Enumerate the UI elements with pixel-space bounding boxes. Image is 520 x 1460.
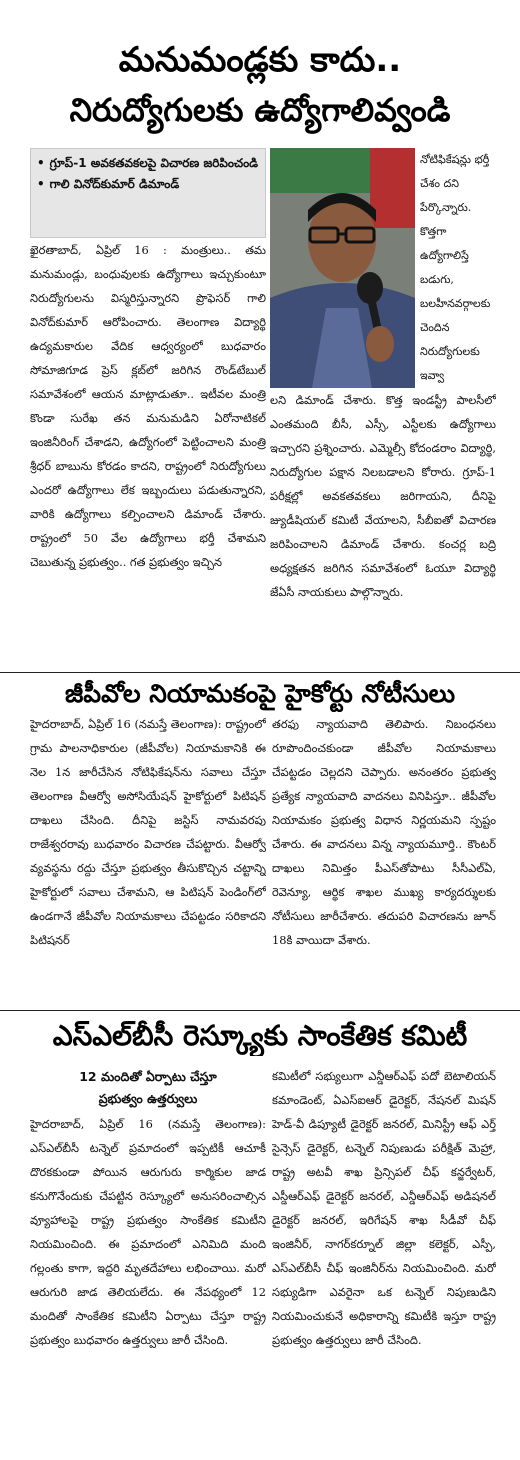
article2-column-right: తరఫు న్యాయవాది తెలిపారు. నిబంధనలు రూపొందించకుండా జీపీవోల నియామకాలు చేపట్టడం చెల్లదని చెప్పారు. అనంతరం ప్రభుత్వ ప్రత్యేక న్యాయవాది వాదనలు వినిపిస్తూ.. జీపీవోల నియామకం ప్రభుత్వ విధాన నిర్ణయమని స్పష్టం చేశారు. ఈ వాదనలు విన్న న్యాయమూర్తి.. కౌంటర్‌ దాఖలు నిమిత్తం పీఎస్‌తోపాటు సీసీఎల్‌ఏ, రెవెన్యూ, ఆర్థిక శాఖల ముఖ్య కార్యదర్శులకు నోటీసులు జారీచేశారు. తదుపరి విచారణను జూన్‌ 18కి వాయిదా వేశారు. — [272, 717, 496, 947]
article1-headline-line2: నిరుద్యోగులకు ఉద్యోగాలివ్వండి — [69, 91, 451, 129]
speaker-photo — [270, 148, 415, 388]
bullet-icon: • — [37, 177, 45, 191]
article1-column-left: ఖైరతాబాద్‌, ఏప్రిల్‌ 16 : మంత్రులు.. తమ మనుమండ్లు, బంధువులకు ఉద్యోగాలు ఇచ్చుకుంటూ నిరుద్యోగులను విస్మరిస్తున్నారని ప్రొఫెసర్‌ గాలి వినోద్‌కుమార్‌ ఆరోపించారు. తెలంగాణ విద్యార్థి ఉద్యమకారుల వేదిక ఆధ్వర్యంలో బుధవారం సోమాజిగూడ ప్రెస్‌ క్లబ్‌లో జరిగిన రౌండ్‌టేబుల్‌ సమావేశంలో ఆయన మాట్లాడుతూ.. ఇటీవల మంత్రి కొండా సురేఖ తన మనుమడిని ఏరోనాటికల్‌ ఇంజినీరింగ్‌ చేశాడని, ఉద్యోగంలో పెట్టించాలని మంత్రి శ్రీధర్‌ బాబును కోరడం కాదని, రాష్ట్రంలో నిరుద్యోగులు ఎందరో ఉద్యోగాలు లేక ఇబ్బందులు పడుతున్నారని, వారికి ఉద్యోగాలు కల్పించాలని డిమాండ్‌ చేశారు. రాష్ట్రంలో 50 వేల ఉద్యోగాలు భర్తీ చేశామని చెబుతున్న ప్రభుత్వం.. గత ప్రభుత్వం ఇచ్చిన — [30, 243, 266, 569]
article3-column-left: హైదరాబాద్‌, ఏప్రిల్‌ 16 (నమస్తే తెలంగాణ): ఎస్‌ఎల్‌బీసీ టన్నెల్‌ ప్రమాదంలో ఇప్పటికీ ఆచూకీ దొరకకుండా పోయిన ఆరుగురు కార్మికుల జాడ కనుగొనేందుకు చేపట్టిన రెస్క్యూలో అనుసరించాల్సిన వ్యూహాలపై రాష్ట్ర ప్రభుత్వం సాంకేతిక కమిటీని నియమించింది. ఈ ప్రమాదంలో ఎనిమిది మంది గల్లంతు కాగా, ఇద్దరి మృతదేహాలు లభించాయి. మరో ఆరుగురి జాడ తెలియలేదు. ఈ నేపథ్యంలో 12 మందితో సాంకేతిక కమిటీని ఏర్పాటు చేస్తూ రాష్ట్ర ప్రభుత్వం బుధవారం ఉత్తర్వులు జారీ చేసింది. — [30, 1117, 266, 1347]
article3-subheadline-line1: 12 మందితో ఏర్పాటు చేస్తూ — [79, 1069, 217, 1084]
section-divider — [0, 672, 520, 673]
section-divider — [0, 1010, 520, 1011]
bullet-icon: • — [37, 156, 45, 170]
article3-subheadline-line2: ప్రభుత్వం ఉత్తర్వులు — [98, 1091, 198, 1106]
article3-headline: ఎస్‌ఎల్‌బీసీ రెస్క్యూకు సాంకేతిక కమిటీ — [52, 1019, 468, 1052]
article1-column-beside-photo: నోటిఫికేషన్లు భర్తీ చేశం దని పేర్కొన్నారు. కొత్తగా ఉద్యోగాలిస్తే బడుగు, బలహీనవర్గాలకు చెందిన నిరుద్యోగులకు ఇవ్వా — [420, 153, 491, 382]
article2-column-left: హైదరాబాద్‌, ఏప్రిల్‌ 16 (నమస్తే తెలంగాణ): రాష్ట్రంలో గ్రామ పాలనాధికారుల (జీపీవోల) నియామకానికి ఈ నెల 1న జారీచేసిన నోటిఫికేషన్‌ను సవాలు చేస్తూ తెలంగాణ వీఆర్వో అసోసియేషన్‌ హైకోర్టులో పిటిషన్‌ దాఖలు చేసింది. దీనిపై జస్టిస్‌ నామవరపు రాజేశ్వరరావు బుధవారం విచారణ చేపట్టారు. వీఆర్వో వ్యవస్థను రద్దు చేస్తూ ప్రభుత్వం తీసుకొచ్చిన చట్టాన్ని హైకోర్టులో సవాలు చేశామని, ఆ పిటిషన్‌ పెండింగ్‌లో ఉండగానే జీపీవోల నియామకాలు చేపట్టడం సరికాదని పిటిషనర్‌ — [30, 717, 266, 947]
article2-headline: జీపీవోల నియామకంపై హైకోర్టు నోటీసులు — [65, 679, 455, 708]
article1-highlight-box — [30, 148, 266, 238]
article1-bullet: • గాలి వినోద్‌కుమార్‌ డిమాండ్‌ — [37, 174, 259, 195]
article1-bullet: • గ్రూప్‌-1 అవకతవకలపై విచారణ జరిపించండి — [37, 153, 259, 174]
article1-headline-line1: మనుమండ్లకు కాదు.. — [118, 40, 402, 80]
speaker-photo-image — [270, 148, 415, 388]
article3-column-right: కమిటీలో సభ్యులుగా ఎన్డీఆర్‌ఎఫ్‌ పదో బెటాలియన్‌ కమాండెంట్‌, ఏఎస్‌ఐఆర్‌ డైరెక్టర్‌, నేషనల్‌ మిషన్‌ హెడ్‌-వీ డిప్యూటీ డైరెక్టర్‌ జనరల్‌, మినిస్ట్రీ ఆఫ్‌ ఎర్త్‌ సైన్సెస్‌ డైరెక్టర్‌, టన్నెల్‌ నిపుణుడు పరీక్షిత్‌ మెహ్రా, రాష్ట్ర అటవీ శాఖ ప్రిన్సిపల్‌ చీఫ్‌ కన్జర్వేటర్‌, ఎస్డీఆర్‌ఎఫ్‌ డైరెక్టర్‌ జనరల్‌, ఎన్డీఆర్‌ఎఫ్‌ అడిషనల్‌ డైరెక్టర్‌ జనరల్‌, ఇరిగేషన్‌ శాఖ సీడీవో చీఫ్‌ ఇంజినీర్‌, నాగర్‌కర్నూల్‌ జిల్లా కలెక్టర్‌, ఎస్పీ, ఎస్‌ఎల్‌బీసీ చీఫ్‌ ఇంజినీర్‌ను నియమించింది. మరో సభ్యుడిగా ఎవరైనా ఒక టన్నెల్‌ నిపుణుడిని నియమించుకునే అధికారాన్ని కమిటీకి ఇస్తూ రాష్ట్ర ప్రభుత్వం ఉత్తర్వులు జారీ చేసింది. — [272, 1069, 496, 1347]
article1-column-right: లని డిమాండ్‌ చేశారు. కొత్త ఇండస్ట్రీ పాలసీలో ఎంతమంది బీసీ, ఎస్సీ, ఎస్టీలకు ఉద్యోగాలు ఇచ్చారని ప్రశ్నించారు. ఎమ్మెల్సీ కోదండరాం విద్యార్థి, నిరుద్యోగుల పక్షాన నిలబడాలని కోరారు. గ్రూప్‌-1 పరీక్షల్లో అవకతవకలు జరిగాయని, దీనిపై జ్యుడీషియల్‌ కమిటీ వేయాలని, సీబీఐతో విచారణ జరిపించాలని డిమాండ్‌ చేశారు. కంచర్ల బద్రి అధ్యక్షతన జరిగిన సమావేశంలో ఓయూ విద్యార్థి జేఏసీ నాయకులు పాల్గొన్నారు. — [270, 393, 496, 599]
